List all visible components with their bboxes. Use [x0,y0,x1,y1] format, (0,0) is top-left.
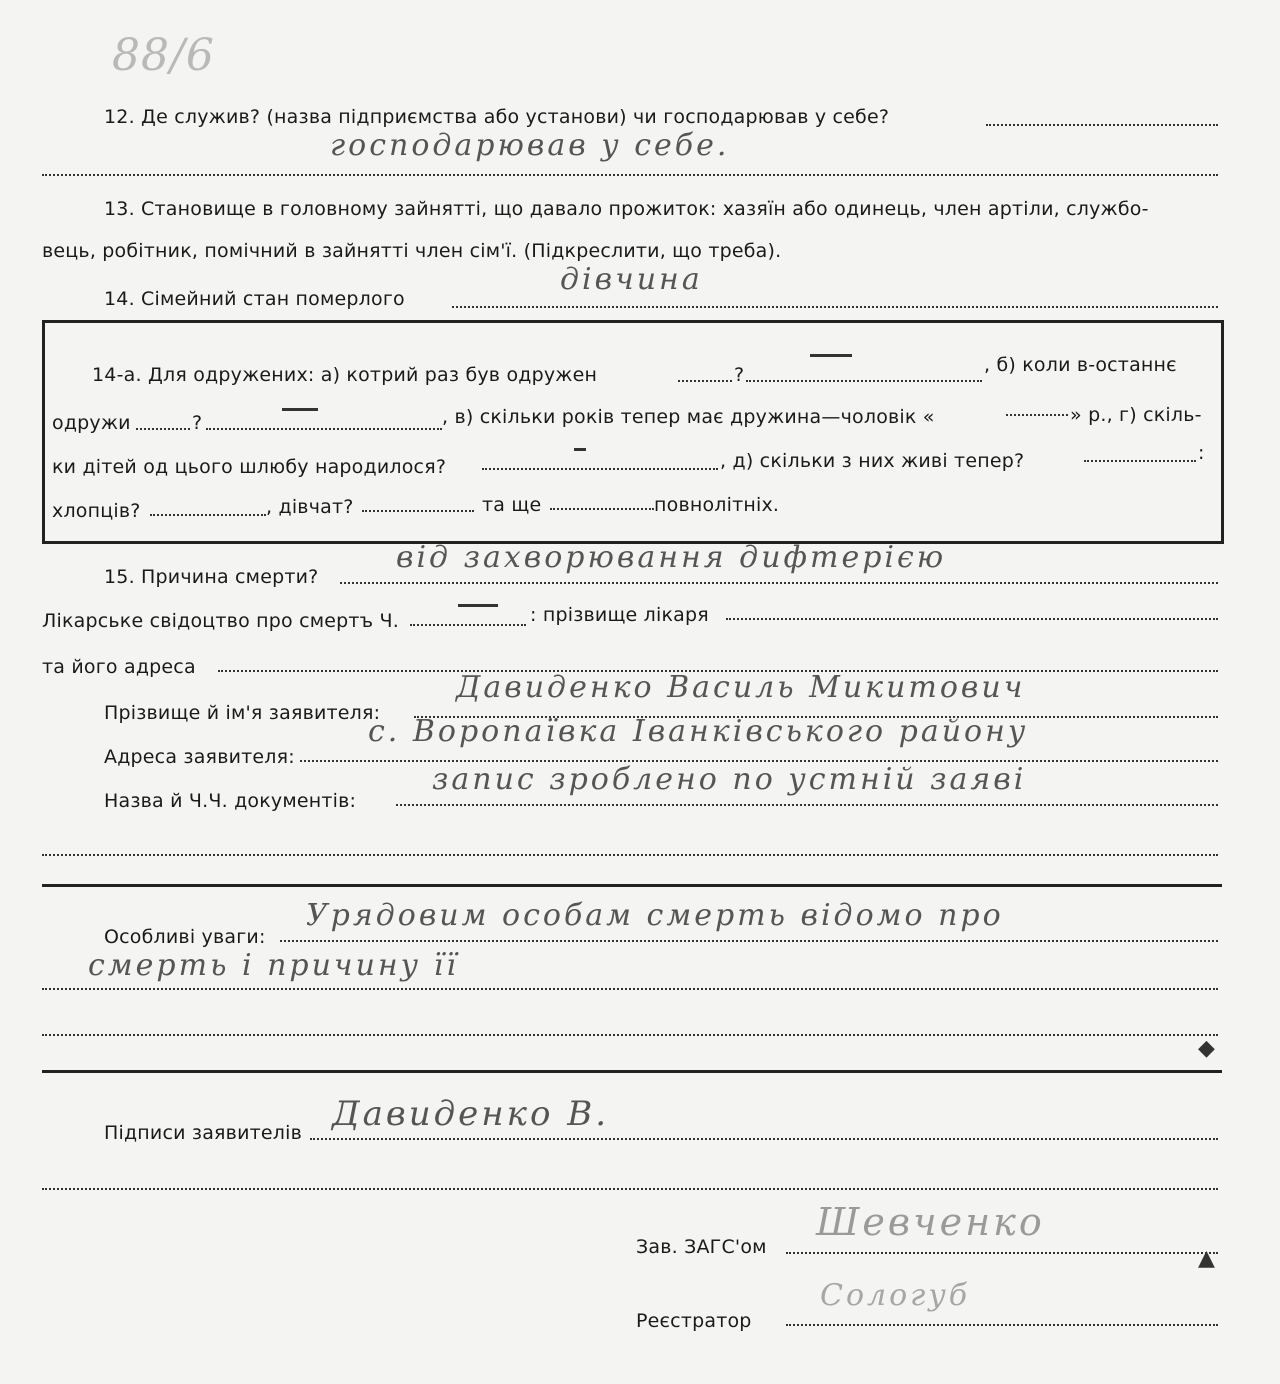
q14-label: 14. Сімейний стан померлого [104,288,405,310]
q14a-girls-line [362,510,474,512]
ink-spot-mark: ◆ [1198,1036,1215,1061]
q14a-when-married-line [136,428,190,430]
q14a-line4-boys: хлопців? [52,500,141,522]
q14a-line4-more: та ще [482,494,542,516]
applicant-signature-line [310,1138,1218,1140]
ink-spot-mark-2: ▲ [1198,1246,1215,1271]
q14a-spouse-age-line [1006,414,1068,416]
doctor-line [726,618,1218,620]
registrar-line [786,1324,1218,1326]
q14a-line2-end: » р., г) скіль- [1070,404,1202,426]
notes-line-3 [42,1034,1218,1036]
q14a-children-alive-line [1084,460,1196,462]
notes-value-2: смерть і причину її [88,948,459,983]
q14a-line2-start: одружи [52,412,131,434]
applicant-address-value: с. Воропаївка Іванківського району [368,714,1029,749]
q14a-times-married-line [678,380,732,382]
applicant-name-value: Давиденко Василь Микитович [456,670,1026,705]
applicant-signature-line-2 [42,1188,1218,1190]
q14a-times-married-line-2 [746,380,982,382]
notes-line-1 [280,940,1218,942]
q15-answer: від захворювання дифтерією [396,540,947,575]
q14a-adults-line [550,508,654,510]
applicant-signature-label: Підписи заявителів [104,1122,303,1144]
applicant-name-label: Прізвище й ім'я заявителя: [104,702,381,724]
notes-line-2 [42,988,1218,990]
q14a-line3-end: : [1198,442,1205,464]
documents-label: Назва й Ч.Ч. документів: [104,790,357,812]
doctor-label: : прізвище лікаря [530,604,709,626]
q14a-dash-1 [810,354,852,357]
q14a-line3-start: ки дітей од цього шлюбу народилося? [52,456,447,478]
q14a-line4-adults: повнолітніх. [654,494,780,516]
q14a-dash-3 [574,448,586,451]
q14a-boys-line [150,514,266,516]
section-divider-1 [42,884,1222,887]
archive-number: 88/6 [112,30,215,81]
section-divider-2 [42,1070,1222,1073]
q15-label: 15. Причина смерти? [104,566,319,588]
doctor-address-label: та його адреса [42,656,196,678]
q14a-line2-q: ? [192,412,203,434]
q12-label: 12. Де служив? (назва підприємства або установи) чи господарював у себе? [104,106,890,128]
registry-head-line [786,1252,1218,1254]
q14a-children-born-line [482,468,718,470]
q14a-line1-end: , б) коли в-останнє [984,354,1177,376]
documents-value: запис зроблено по устній заяві [432,762,1027,797]
certificate-number-line [410,624,526,626]
q12-fill-line [986,124,1218,126]
q14a-line1-start: 14-а. Для одружених: а) котрий раз був одружен [92,364,598,386]
q14a-dash-2 [282,408,318,411]
q14a-line2-mid: , в) скільки років тепер має дружина—чоловік « [442,406,935,428]
q14a-line4-girls: , дівчат? [266,496,354,518]
registry-head-signature: Шевченко [816,1200,1045,1244]
q14-answer: дівчина [560,262,703,297]
notes-label: Особливі уваги: [104,926,266,948]
q14a-line3-mid: , д) скільки з них живі тепер? [720,450,1025,472]
applicant-signature-value: Давиденко В. [332,1094,610,1134]
registrar-label: Реєстратор [636,1310,752,1332]
documents-line [396,804,1218,806]
q14-fill-line [452,306,1218,308]
q13-line1: 13. Становище в головному зайнятті, що давало прожиток: хазяїн або одинець, член артіли, службо- [104,198,1149,220]
q15-fill-line [340,582,1218,584]
certificate-label: Лікарське свідоцтво про смертъ Ч. [42,610,400,632]
q12-answer: господарював у себе. [330,128,730,163]
notes-value-1: Урядовим особам смерть відомо про [306,898,1004,933]
q14a-line1-q: ? [734,364,745,386]
q14a-when-married-line-2 [206,428,442,430]
documents-line-2 [42,854,1218,856]
registrar-signature: Сологуб [820,1278,971,1313]
q13-line2: вець, робітник, помічний в зайнятті член сім'ї. (Підкреслити, що треба). [42,240,782,262]
q12-answer-line [42,174,1218,176]
applicant-address-label: Адреса заявителя: [104,746,295,768]
registry-head-label: Зав. ЗАГС'ом [636,1236,767,1258]
certificate-dash [458,604,498,607]
